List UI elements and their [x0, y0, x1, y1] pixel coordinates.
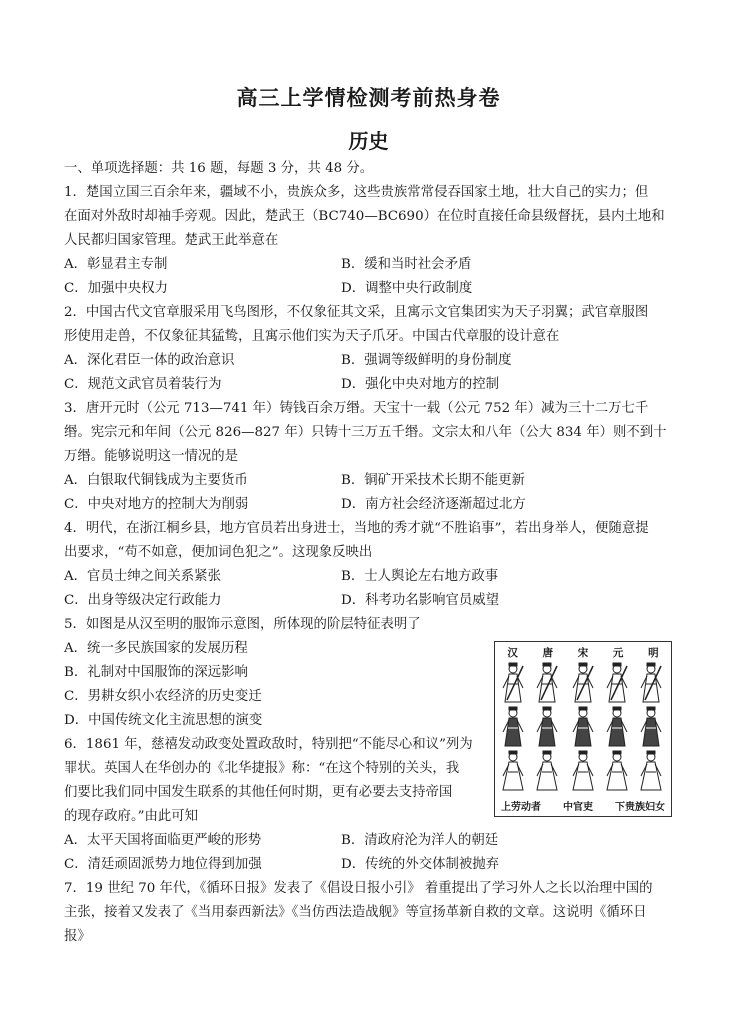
q5-option-c[interactable]: C．男耕女织小农经济的历史变迁	[64, 689, 262, 704]
costume-figure-person	[503, 751, 523, 790]
q1-option-c[interactable]: C．加强中央权力	[64, 281, 168, 296]
q1-option-d[interactable]: D．调整中央行政制度	[341, 281, 473, 296]
q3-option-b[interactable]: B．铜矿开采技术长期不能更新	[341, 473, 525, 488]
costume-illustration	[495, 660, 671, 796]
costume-figure-person	[503, 663, 523, 702]
costume-figure-person	[573, 663, 593, 702]
q1-stem-line: 人民都归国家管理。楚武王此举意在	[64, 233, 279, 248]
costume-figure-person	[641, 663, 661, 702]
q6-option-d[interactable]: D．传统的外交体制被抛弃	[341, 857, 500, 872]
costume-figure-person	[573, 707, 593, 746]
costume-figure-person	[537, 663, 557, 702]
dynasty-label: 明	[648, 647, 659, 659]
q4-option-c[interactable]: C．出身等级决定行政能力	[64, 593, 222, 608]
q6-option-c[interactable]: C．清廷顽固派势力地位得到加强	[64, 857, 262, 872]
q3-stem-line: 3．唐开元时（公元 713—741 年）铸钱百余万缗。天宝十一载（公元 752 年）减为三十二万七千	[64, 401, 649, 416]
row-label-officials: 中官吏	[563, 802, 593, 813]
q5-stem: 5．如图是从汉至明的服饰示意图，所体现的阶层特征表明了	[64, 617, 421, 632]
figure-dynasty-header	[495, 645, 671, 660]
q7-stem-line: 报》	[64, 929, 91, 944]
q5-option-b[interactable]: B．礼制对中国服饰的深远影响	[64, 665, 248, 680]
q4-option-d[interactable]: D．科考功名影响官员威望	[341, 593, 500, 608]
q2-option-b[interactable]: B．强调等级鲜明的身份制度	[341, 353, 512, 368]
dynasty-label: 唐	[542, 647, 554, 659]
q7-stem-line: 主张，接着又发表了《当用泰西新法》《当仿西法造战舰》等宣扬革新自救的文章。这说明《循环日	[64, 905, 647, 920]
costume-figure-person	[641, 707, 661, 746]
q1-stem-line: 1．楚国立国三百余年来，疆域不小，贵族众多，这些贵族常常侵吞国家土地，壮大自己的实力；但	[64, 185, 649, 200]
q6-stem-line: 罪状。英国人在华创办的《北华捷报》称：“在这个特别的关头，我	[64, 761, 460, 776]
q6-option-b[interactable]: B．清政府沦为洋人的朝廷	[341, 833, 499, 848]
q7-stem-line: 7．19 世纪 70 年代，《循环日报》发表了《倡设日报小引》 着重提出了学习外人之长以治理中国的	[64, 881, 653, 896]
dynasty-label: 汉	[507, 647, 518, 659]
costume-figure-person	[537, 707, 557, 746]
q3-stem-line: 万缗。能够说明这一情况的是	[64, 449, 239, 464]
q4-option-a[interactable]: A．官员士绅之间关系紧张	[64, 569, 221, 584]
dynasty-label: 元	[612, 647, 624, 659]
costume-figure-person	[607, 663, 627, 702]
q2-option-d[interactable]: D．强化中央对地方的控制	[341, 377, 500, 392]
q5-option-d[interactable]: D．中国传统文化主流思想的演变	[64, 713, 263, 728]
q2-option-c[interactable]: C．规范文武官员着装行为	[64, 377, 222, 392]
row-label-laborers: 上劳动者	[501, 802, 541, 813]
costume-figure-person	[503, 707, 523, 746]
costume-figure	[494, 641, 672, 817]
q6-stem-line: 的现存政府。”由此可知	[64, 809, 199, 824]
q1-option-b[interactable]: B．缓和当时社会矛盾	[341, 257, 472, 272]
page-title: 高三上学情检测考前热身卷	[236, 85, 501, 110]
dynasty-label: 宋	[577, 647, 589, 659]
q5-option-a[interactable]: A．统一多民族国家的发展历程	[64, 641, 248, 656]
costume-figure-person	[607, 751, 627, 790]
costume-figure-person	[573, 751, 593, 790]
q3-option-d[interactable]: D．南方社会经济逐渐超过北方	[341, 497, 526, 512]
q6-stem-line: 们要比我们同中国发生联系的其他任何时期，更有必要去支持帝国	[64, 785, 453, 800]
q4-stem-line: 出要求，“苟不如意，便加词色犯之”。这现象反映出	[64, 545, 373, 560]
q3-option-a[interactable]: A．白银取代铜钱成为主要货币	[64, 473, 248, 488]
q3-stem-line: 缗。宪宗元和年间（公元 826—827 年）只铸十三万五千缗。文宗太和八年（公大 834 年）则不到十	[64, 425, 667, 440]
subject-title: 历史	[348, 129, 389, 153]
row-label-noblewomen: 下贵族妇女	[615, 802, 665, 813]
q3-option-c[interactable]: C．中央对地方的控制大为削弱	[64, 497, 249, 512]
q2-option-a[interactable]: A．深化君臣一体的政治意识	[64, 353, 235, 368]
q2-stem-line: 2．中国古代文官章服采用飞鸟图形，不仅象征其文采，且寓示文官集团实为天子羽翼；武官章服图	[64, 305, 649, 320]
costume-figure-person	[607, 707, 627, 746]
q1-option-a[interactable]: A．彰显君主专制	[64, 257, 168, 272]
section-heading: 一、单项选择题：共 16 题，每题 3 分，共 48 分。	[64, 161, 374, 176]
q4-option-b[interactable]: B．士人舆论左右地方政事	[341, 569, 499, 584]
q6-option-a[interactable]: A．太平天国将面临更严峻的形势	[64, 833, 262, 848]
q4-stem-line: 4．明代，在浙江桐乡县，地方官员若出身进士，当地的秀才就“不胜谄事”，若出身举人，便随意提	[64, 521, 649, 536]
q1-stem-line: 在面对外敌时却袖手旁观。因此，楚武王（BC740—BC690）在位时直接任命县级督抚，县内土地和	[64, 209, 665, 224]
figure-row-legend	[495, 798, 671, 813]
costume-figure-person	[641, 751, 661, 790]
q2-stem-line: 形使用走兽，不仅象征其猛鸷，且寓示他们实为天子爪牙。中国古代章服的设计意在	[64, 329, 560, 344]
q6-stem-line: 6．1861 年，慈禧发动政变处置政敌时，特别把“不能尽心和议”列为	[64, 737, 473, 752]
costume-figure-person	[537, 751, 557, 790]
